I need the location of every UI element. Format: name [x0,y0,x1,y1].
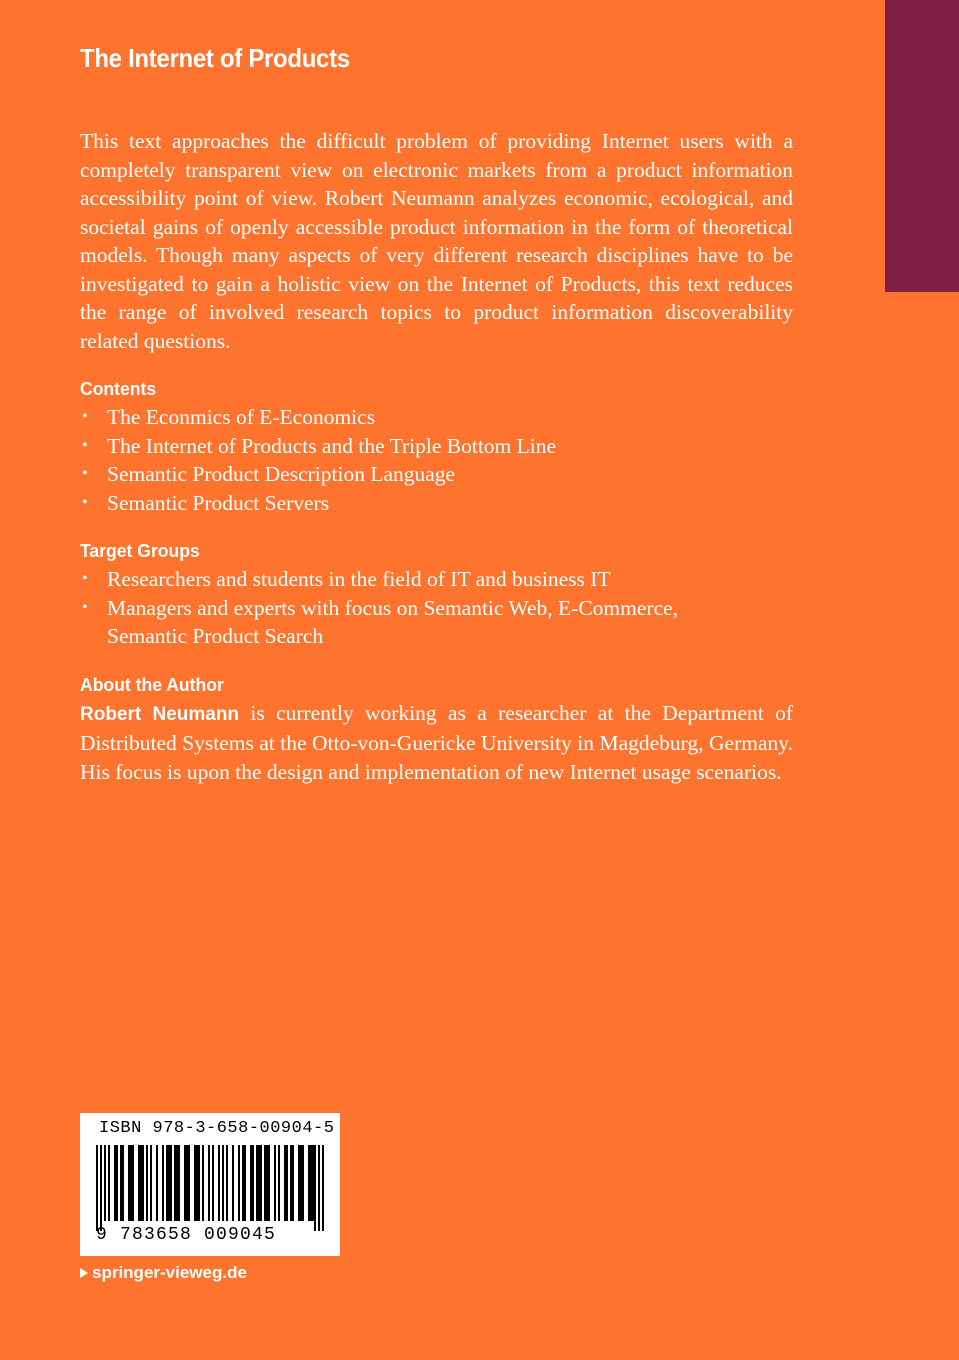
barcode-bar [100,1145,102,1231]
barcode-bar [238,1145,240,1221]
barcode-bar [250,1145,254,1221]
barcode-bar [114,1145,118,1221]
barcode-bar [232,1145,234,1221]
isbn-barcode [80,1113,340,1256]
author-bio: is currently working as a researcher at the Department of Distributed Systems at the Otto-von-Guericke University in Magdeburg, Germany. His focus is upon the design and implementation of new Internet usage scenarios. [80,700,793,784]
barcode-bar [242,1145,246,1221]
publisher-url: springer-vieweg.de [92,1263,247,1282]
publisher-link[interactable] [80,1261,247,1285]
barcode-bar [222,1145,224,1221]
bullet-icon: • [82,598,88,616]
barcode-bar [264,1145,270,1221]
target-group-item: • Managers and experts with focus on Semantic Web, E-Commerce, Semantic Product Search [82,595,679,648]
author-name: Robert Neumann [80,703,240,725]
barcode-bar [212,1145,214,1221]
barcode-bar [96,1145,98,1231]
about-author-text [80,699,793,787]
triangle-right-icon [80,1268,88,1278]
barcode-digits: 9 783658 009045 [96,1225,277,1245]
barcode-bar [166,1145,172,1221]
barcode-bar [274,1145,276,1221]
barcode-bar [120,1145,124,1221]
barcode-bar [162,1145,164,1221]
target-group-item: • Researchers and students in the field of IT and business IT [80,565,793,594]
barcode-bar [138,1145,144,1221]
barcode-bar [322,1145,324,1231]
barcode-bar [104,1145,106,1221]
target-groups-heading: Target Groups [80,540,200,561]
barcode-bar [298,1145,304,1221]
barcode-bar [314,1145,316,1231]
barcode-bar [218,1145,220,1221]
barcode-bar [226,1145,228,1221]
about-author-heading: About the Author [80,673,224,695]
intro-paragraph: This text approaches the difficult problem of providing Internet users with a completely transparent view on electronic markets from a product information accessibility point of view. Robert Neumann analyzes economic, ecological, and societal gains of openly accessible product information in the form of theoretical models. Though many aspects of very different research disciplines have to be investigated to gain a holistic view on the Internet of Products, this text reduces the range of involved research topics to product information discoverability related questions. [80,129,793,353]
bullet-icon: • [82,436,88,454]
accent-bar [885,0,959,292]
contents-item: • Semantic Product Description Language [80,460,793,489]
barcode-bars [92,1145,328,1233]
contents-item: • The Internet of Products and the Triple Bottom Line [80,432,793,461]
barcode-bar [174,1145,180,1221]
bullet-icon: • [82,465,88,482]
barcode-bar [278,1145,280,1221]
barcode-bar [108,1145,110,1221]
book-title: The Internet of Products [80,43,350,73]
barcode-bar [208,1145,210,1221]
barcode-bar [256,1145,262,1221]
barcode-bar [184,1145,190,1221]
contents-item: • Semantic Product Servers [80,489,793,518]
barcode-bar [202,1145,204,1221]
barcode-bar [150,1145,152,1221]
contents-item: • The Econmics of E-Economics [80,403,793,432]
barcode-bar [146,1145,148,1221]
back-cover-content [80,127,793,786]
contents-heading: Contents [80,378,157,399]
barcode-bar [318,1145,320,1231]
barcode-bar [284,1145,288,1221]
contents-list [80,403,793,517]
barcode-bar [194,1145,200,1221]
bullet-icon: • [82,570,88,587]
barcode-bar [128,1145,134,1221]
isbn-label: ISBN 978-3-658-00904-5 [99,1119,335,1138]
target-groups-list [80,565,793,651]
barcode-bar [308,1145,314,1221]
bullet-icon: • [82,493,88,511]
bullet-icon: • [82,408,88,425]
barcode-bar [156,1145,158,1221]
barcode-bar [290,1145,294,1221]
